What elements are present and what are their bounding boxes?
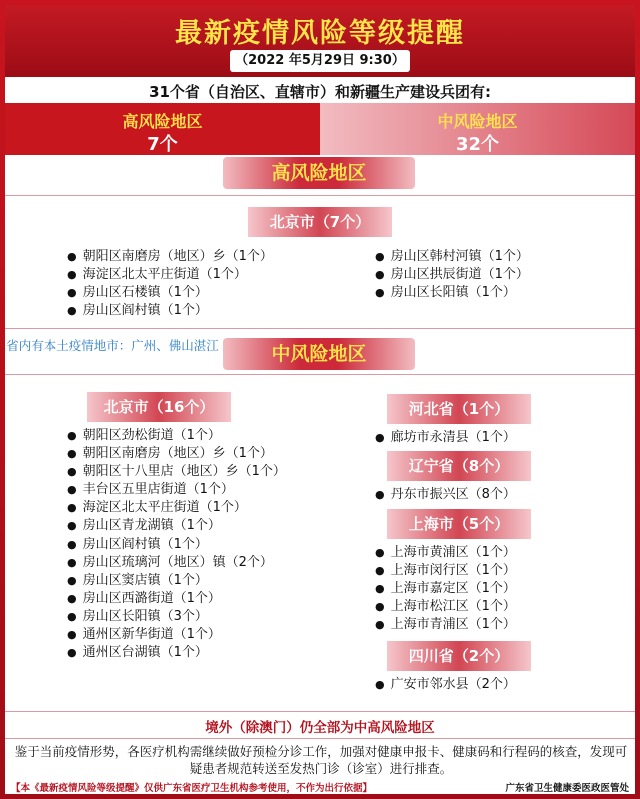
list-item: ● 房山区阎村镇（1个） xyxy=(67,536,286,554)
list-item: ● 朝阳区南磨房（地区）乡（1个） xyxy=(67,248,273,266)
high-risk-list-right xyxy=(375,248,529,302)
footer xyxy=(5,780,635,794)
high-risk-section-title: 高风险地区 xyxy=(223,157,415,189)
province-header-beijing-high: 北京市（7个） xyxy=(248,207,392,237)
list-item: ● 广安市邻水县（2个） xyxy=(375,676,516,694)
list-item: ● 通州区新华街道（1个） xyxy=(67,626,286,644)
divider xyxy=(5,738,635,739)
mid-risk-summary xyxy=(320,103,635,155)
list-item: ● 上海市松江区（1个） xyxy=(375,598,516,616)
divider xyxy=(5,328,635,329)
province-header-beijing-mid: 北京市（16个） xyxy=(87,392,231,422)
list-item: ● 房山区琉璃河（地区）镇（2个） xyxy=(67,554,286,572)
mid-risk-count: 32个 xyxy=(455,134,500,155)
mid-risk-label: 中风险地区 xyxy=(437,112,518,131)
list-item: ● 上海市嘉定区（1个） xyxy=(375,580,516,598)
province-header-liaoning: 辽宁省（8个） xyxy=(387,451,531,481)
mid-risk-list-hebei xyxy=(375,429,516,447)
guidance-note: 鉴于当前疫情形势，各医疗机构需继续做好预检分诊工作，加强对健康申报卡、健康码和行程码的核查，发现可疑患者规范转送至发热门诊（诊室）进行排查。 xyxy=(14,744,628,776)
list-item: ● 朝阳区南磨房（地区）乡（1个） xyxy=(67,445,286,463)
list-item: ● 通州区台湖镇（1个） xyxy=(67,644,286,662)
high-risk-list-left xyxy=(67,248,273,320)
list-item: ● 房山区长阳镇（3个） xyxy=(67,608,286,626)
mid-risk-list-shanghai xyxy=(375,544,516,634)
high-risk-count: 7个 xyxy=(147,134,178,155)
page-title: 最新疫情风险等级提醒 xyxy=(175,18,465,49)
list-item: ● 朝阳区劲松街道（1个） xyxy=(67,427,286,445)
divider xyxy=(5,374,635,375)
list-item: ● 房山区长阳镇（1个） xyxy=(375,284,529,302)
intro-text: 31个省（自治区、直辖市）和新疆生产建设兵团有: xyxy=(149,83,491,101)
high-risk-label: 高风险地区 xyxy=(122,112,203,131)
province-header-shanghai: 上海市（5个） xyxy=(387,509,531,539)
header xyxy=(5,5,635,77)
list-item: ● 房山区窦店镇（1个） xyxy=(67,572,286,590)
list-item: ● 廊坊市永清县（1个） xyxy=(375,429,516,447)
list-item: ● 海淀区北太平庄街道（1个） xyxy=(67,266,273,284)
list-item: ● 房山区石楼镇（1个） xyxy=(67,284,273,302)
list-item: ● 房山区青龙湖镇（1个） xyxy=(67,517,286,535)
province-header-sichuan: 四川省（2个） xyxy=(387,641,531,671)
footer-disclaimer: 【本《最新疫情风险等级提醒》仅供广东省医疗卫生机构参考使用，不作为出行依据】 xyxy=(11,783,373,794)
divider xyxy=(5,711,635,712)
list-item: ● 房山区拱辰街道（1个） xyxy=(375,266,529,284)
list-item: ● 海淀区北太平庄街道（1个） xyxy=(67,499,286,517)
list-item: ● 房山区韩村河镇（1个） xyxy=(375,248,529,266)
list-item: ● 上海市闵行区（1个） xyxy=(375,562,516,580)
province-header-hebei: 河北省（1个） xyxy=(387,394,531,424)
high-risk-summary xyxy=(5,103,320,155)
mid-risk-list-liaoning xyxy=(375,486,516,504)
list-item: ● 丰台区五里店街道（1个） xyxy=(67,481,286,499)
mid-risk-section-title: 中风险地区 xyxy=(223,338,415,370)
list-item: ● 朝阳区十八里店（地区）乡（1个） xyxy=(67,463,286,481)
date-badge: （2022 年5月29日 9:30） xyxy=(230,50,410,72)
overseas-notice: 境外（除澳门）仍全部为中高风险地区 xyxy=(205,720,435,736)
list-item: ● 房山区西潞街道（1个） xyxy=(67,590,286,608)
mid-risk-list-sichuan xyxy=(375,676,516,694)
list-item: ● 丹东市振兴区（8个） xyxy=(375,486,516,504)
list-item: ● 上海市青浦区（1个） xyxy=(375,616,516,634)
list-item: ● 房山区阎村镇（1个） xyxy=(67,302,273,320)
divider xyxy=(5,195,635,196)
poster xyxy=(5,5,635,794)
list-item: ● 上海市黄浦区（1个） xyxy=(375,544,516,562)
local-outbreak-note: 省内有本土疫情地市：广州、佛山湛江 xyxy=(6,338,219,353)
mid-risk-list-beijing xyxy=(67,427,286,662)
footer-organization: 广东省卫生健康委医政医管处 xyxy=(505,783,629,794)
